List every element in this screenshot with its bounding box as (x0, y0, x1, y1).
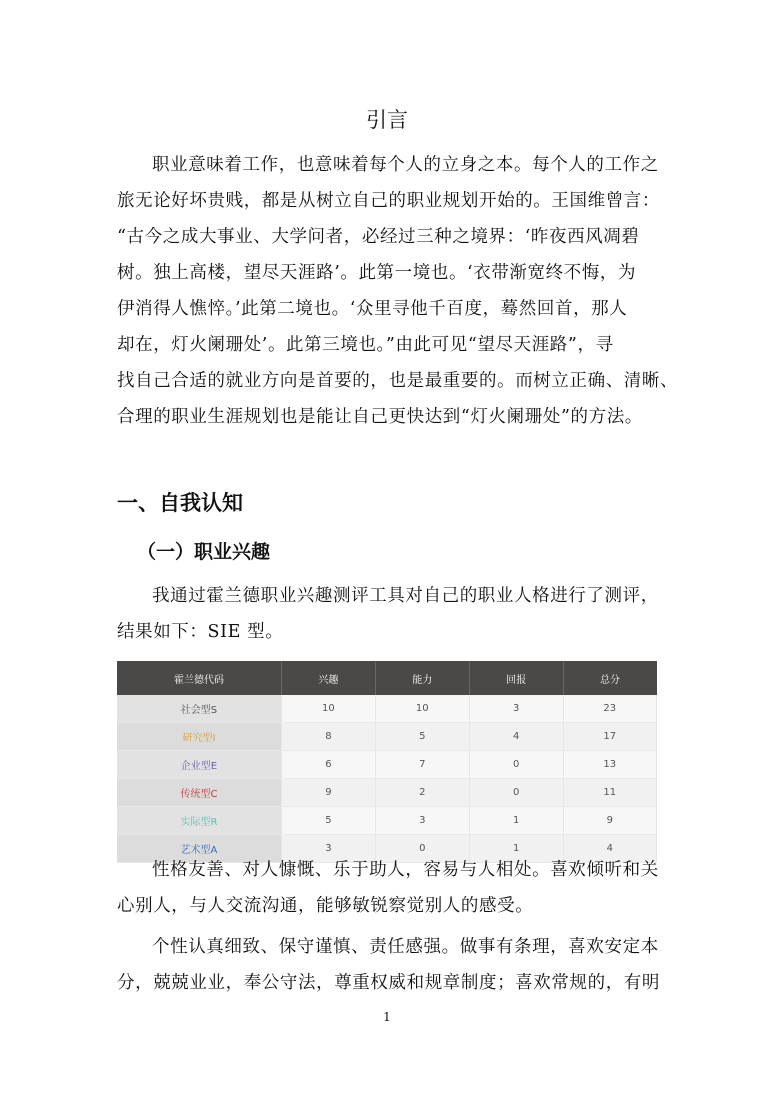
intro-line: 合理的职业生涯规划也是能让自己更快达到“灯火阑珊处”的方法。 (117, 407, 643, 427)
subsection-heading: （一）职业兴趣 (137, 541, 271, 563)
holland-code-cell: 社会型S (117, 695, 281, 723)
holland-code-cell: 研究型I (117, 723, 281, 751)
paragraph-line: 个性认真细致、保守谨慎、责任感强。做事有条理，喜欢安定本 (152, 937, 659, 957)
interest-cell: 5 (281, 807, 375, 835)
holland-code-cell: 艺术型A (117, 835, 281, 863)
table-row (117, 779, 657, 807)
intro-line: 却在，灯火阑珊处’。此第三境也。”由此可见“望尽天涯路”，寻 (117, 335, 614, 355)
table-body (117, 695, 657, 863)
holland-code-cell: 传统型C (117, 779, 281, 807)
table-row (117, 807, 657, 835)
section-heading: 一、自我认知 (117, 491, 243, 515)
intro-paragraph (117, 147, 679, 435)
holland-code-cell: 实际型R (117, 807, 281, 835)
interest-cell: 3 (281, 835, 375, 863)
interest-cell: 9 (281, 779, 375, 807)
paragraph-line: 性格友善、对人慷慨、乐于助人，容易与人相处。喜欢倾听和关 (152, 860, 659, 880)
ability-cell: 5 (375, 723, 469, 751)
test-line: 我通过霍兰德职业兴趣测评工具对自己的职业人格进行了测评， (152, 586, 659, 606)
ability-cell: 3 (375, 807, 469, 835)
reward-cell: 0 (469, 751, 563, 779)
total-cell: 9 (563, 807, 656, 835)
reward-cell: 0 (469, 779, 563, 807)
header-code: 霍兰德代码 (117, 661, 281, 695)
total-cell: 23 (563, 695, 656, 723)
ability-cell: 2 (375, 779, 469, 807)
intro-line: “古今之成大事业、大学问者，必经过三种之境界：‘昨夜西风凋碧 (117, 227, 640, 247)
reward-cell: 1 (469, 807, 563, 835)
intro-line: 找自己合适的就业方向是首要的，也是最重要的。而树立正确、清晰、 (117, 371, 679, 391)
total-cell: 13 (563, 751, 656, 779)
holland-code-cell: 企业型E (117, 751, 281, 779)
ability-cell: 10 (375, 695, 469, 723)
interest-cell: 6 (281, 751, 375, 779)
intro-line: 职业意味着工作，也意味着每个人的立身之本。每个人的工作之 (152, 155, 659, 175)
header-total: 总分 (563, 661, 656, 695)
test-paragraph (117, 578, 662, 650)
header-ability: 能力 (375, 661, 469, 695)
table-row (117, 751, 657, 779)
reward-cell: 1 (469, 835, 563, 863)
interest-cell: 8 (281, 723, 375, 751)
ability-cell: 0 (375, 835, 469, 863)
header-reward: 回报 (469, 661, 563, 695)
test-line: 结果如下：SIE 型。 (117, 622, 284, 642)
page-number: 1 (383, 1010, 391, 1024)
total-cell: 11 (563, 779, 656, 807)
total-cell: 4 (563, 835, 656, 863)
interest-cell: 10 (281, 695, 375, 723)
table-row (117, 695, 657, 723)
intro-line: 旅无论好坏贵贱，都是从树立自己的职业规划开始的。王国维曾言： (117, 191, 660, 211)
intro-line: 树。独上高楼，望尽天涯路’。此第一境也。‘衣带渐宽终不悔，为 (117, 263, 637, 283)
trait-paragraph (117, 929, 662, 1001)
table-row (117, 723, 657, 751)
total-cell: 17 (563, 723, 656, 751)
holland-score-table (117, 661, 657, 863)
ability-cell: 7 (375, 751, 469, 779)
page-title: 引言 (366, 108, 408, 132)
paragraph-line: 心别人，与人交流沟通，能够敏锐察觉别人的感受。 (117, 896, 534, 916)
intro-line: 伊消得人憔悴。’此第二境也。‘众里寻他千百度，蓦然回首，那人 (117, 299, 628, 319)
header-interest: 兴趣 (281, 661, 375, 695)
reward-cell: 4 (469, 723, 563, 751)
personality-paragraph (117, 852, 662, 924)
table-header-row (117, 661, 657, 695)
paragraph-line: 分，兢兢业业，奉公守法，尊重权威和规章制度；喜欢常规的，有明 (117, 973, 660, 993)
reward-cell: 3 (469, 695, 563, 723)
